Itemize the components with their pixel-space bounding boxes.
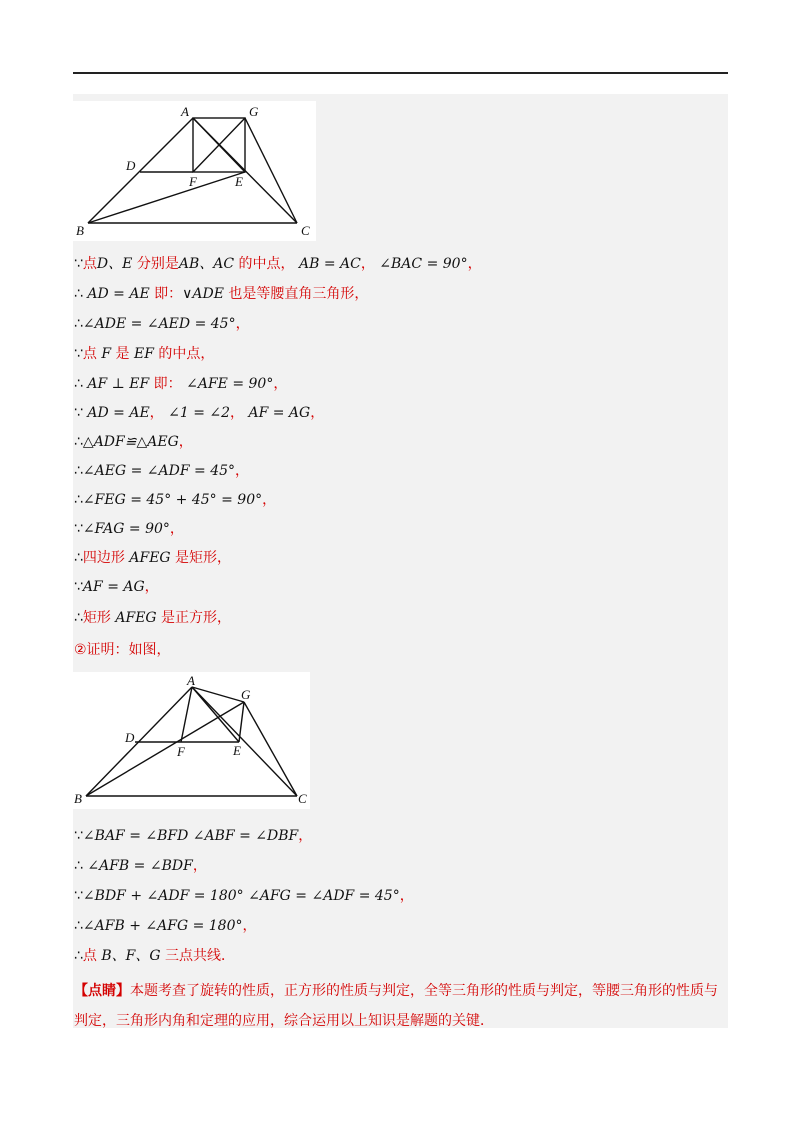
proof-line-1-part-10: ， xyxy=(467,256,482,272)
fig2-label-e: E xyxy=(233,743,241,758)
proof-line-12 xyxy=(74,577,159,597)
fig2-label-d: D xyxy=(125,730,135,745)
proof-line-5-part-5: ， xyxy=(273,376,288,392)
proof-line-2-part-3: 即： xyxy=(149,286,183,302)
proof-line-2-part-4: ∨ADE xyxy=(182,286,224,302)
proof-line-6-part-7: ， xyxy=(310,405,325,421)
proof-line-6-part-2: AD = AE xyxy=(82,405,150,421)
proof-line-12-part-2: AF = AG xyxy=(82,579,145,595)
proof-line-16-part-2: ∠AFB = ∠BDF xyxy=(82,858,193,874)
fig1-label-e: E xyxy=(235,174,243,189)
proof-line-13 xyxy=(74,608,231,628)
proof-line-15-part-2: ∠BAF = ∠BFD xyxy=(82,828,189,844)
proof-line-14-part-1: ②证明：如图， xyxy=(74,642,171,658)
proof-line-6 xyxy=(74,403,324,423)
fig2-label-f: F xyxy=(177,744,185,759)
proof-line-9 xyxy=(74,490,276,510)
proof-line-19-part-2: 点 xyxy=(82,948,102,964)
figure-1-svg xyxy=(73,101,316,241)
proof-line-1-part-1: ∵ xyxy=(74,256,83,272)
proof-line-6-part-6: AF = AG xyxy=(244,405,311,421)
fig2-label-g: G xyxy=(241,687,251,702)
proof-line-16 xyxy=(74,856,207,876)
fig2-label-c: C xyxy=(298,791,307,806)
proof-line-11 xyxy=(74,548,231,568)
proof-line-6-part-4: ∠1 = ∠2 xyxy=(163,405,231,421)
fig2-label-b: B xyxy=(74,791,82,806)
proof-line-7-part-1: ∴ xyxy=(74,434,83,450)
proof-line-17-part-1: ∵ xyxy=(74,888,83,904)
proof-line-2-part-1: ∴ xyxy=(74,286,83,302)
proof-line-8-part-3: ， xyxy=(235,463,250,479)
proof-line-7-part-2: △ADF≌△AEG xyxy=(82,434,179,450)
proof-line-6-part-5: ， xyxy=(230,405,245,421)
proof-line-9-part-3: ， xyxy=(262,492,277,508)
proof-line-8-part-2: ∠AEG = ∠ADF = 45° xyxy=(82,463,236,479)
proof-line-18-part-1: ∴ xyxy=(74,918,83,934)
proof-line-17-part-3: ∠AFG = ∠ADF = 45° xyxy=(243,888,400,904)
proof-line-15 xyxy=(74,826,312,846)
fig2-label-a: A xyxy=(187,673,195,688)
proof-line-12-part-1: ∵ xyxy=(74,579,83,595)
fig1-label-a: A xyxy=(181,104,189,119)
proof-line-3 xyxy=(74,314,250,334)
proof-line-12-part-3: ， xyxy=(144,579,159,595)
proof-line-13-part-1: ∴ xyxy=(74,610,83,626)
fig1-label-f: F xyxy=(189,174,197,189)
proof-line-19-part-3: B、F、G xyxy=(101,948,161,964)
proof-line-6-part-3: ， xyxy=(149,405,164,421)
proof-line-17 xyxy=(74,886,414,906)
header-rule xyxy=(73,72,728,74)
proof-line-5 xyxy=(74,374,287,394)
proof-line-1-part-7: AB = AC xyxy=(294,256,361,272)
proof-line-7-part-3: ， xyxy=(178,434,193,450)
proof-line-11-part-4: 是矩形， xyxy=(170,550,232,566)
proof-line-3-part-1: ∴ xyxy=(74,316,83,332)
proof-line-1-part-3: D、E xyxy=(96,256,133,272)
proof-line-11-part-1: ∴ xyxy=(74,550,83,566)
fig1-label-g: G xyxy=(249,104,259,119)
proof-line-1-part-8: ， xyxy=(360,256,375,272)
fig1-label-d: D xyxy=(126,158,136,173)
proof-line-4-part-6: 的中点， xyxy=(153,346,215,362)
proof-line-17-part-4: ， xyxy=(399,888,414,904)
proof-line-11-part-2: 四边形 xyxy=(82,550,130,566)
proof-line-13-part-2: 矩形 xyxy=(82,610,116,626)
proof-line-4-part-1: ∵ xyxy=(74,346,83,362)
proof-line-19 xyxy=(74,946,235,966)
proof-line-15-part-4: ， xyxy=(298,828,313,844)
proof-line-1-part-9: ∠BAC = 90° xyxy=(374,256,468,272)
proof-line-17-part-2: ∠BDF + ∠ADF = 180° xyxy=(82,888,244,904)
proof-line-3-part-2: ∠ADE = ∠AED = 45° xyxy=(82,316,236,332)
proof-line-9-part-2: ∠FEG = 45° + 45° = 90° xyxy=(82,492,263,508)
proof-line-5-part-2: AF ⊥ EF xyxy=(82,376,150,392)
proof-line-2-part-2: AD = AE xyxy=(82,286,150,302)
proof-line-14 xyxy=(74,640,171,660)
proof-line-7 xyxy=(74,432,193,452)
proof-line-1-part-2: 点 xyxy=(82,256,97,272)
proof-line-2 xyxy=(74,284,368,304)
proof-line-13-part-4: 是正方形， xyxy=(156,610,232,626)
proof-line-16-part-1: ∴ xyxy=(74,858,83,874)
proof-line-10 xyxy=(74,519,184,539)
proof-line-10-part-1: ∵ xyxy=(74,521,83,537)
proof-line-18-part-3: ， xyxy=(242,918,257,934)
proof-line-19-part-1: ∴ xyxy=(74,948,83,964)
proof-line-4-part-2: 点 xyxy=(82,346,102,362)
proof-line-5-part-1: ∴ xyxy=(74,376,83,392)
proof-line-19-part-4: 三点共线． xyxy=(160,948,236,964)
proof-line-5-part-3: 即： xyxy=(149,376,182,392)
proof-line-4-part-3: F xyxy=(101,346,112,362)
key-point-note xyxy=(74,976,726,1036)
figure-2-svg xyxy=(73,672,310,809)
proof-line-1-part-6: 的中点， xyxy=(234,256,295,272)
proof-line-1 xyxy=(74,254,482,274)
figure-1 xyxy=(73,101,316,241)
proof-line-8 xyxy=(74,461,249,481)
proof-line-8-part-1: ∴ xyxy=(74,463,83,479)
proof-line-4-part-4: 是 xyxy=(111,346,134,362)
proof-line-1-part-5: AB、AC xyxy=(178,256,235,272)
proof-line-15-part-3: ∠ABF = ∠DBF xyxy=(188,828,299,844)
proof-line-16-part-3: ， xyxy=(192,858,207,874)
proof-line-10-part-2: ∠FAG = 90° xyxy=(82,521,170,537)
proof-line-1-part-4: 分别是 xyxy=(132,256,179,272)
proof-line-18 xyxy=(74,916,257,936)
proof-line-18-part-2: ∠AFB + ∠AFG = 180° xyxy=(82,918,243,934)
proof-line-10-part-3: ， xyxy=(169,521,184,537)
fig1-label-b: B xyxy=(76,223,84,238)
proof-line-6-part-1: ∵ xyxy=(74,405,83,421)
fig1-label-c: C xyxy=(301,223,310,238)
proof-line-4-part-5: EF xyxy=(134,346,154,362)
proof-line-15-part-1: ∵ xyxy=(74,828,83,844)
figure-2 xyxy=(73,672,310,809)
proof-line-13-part-3: AFEG xyxy=(115,610,157,626)
proof-line-9-part-1: ∴ xyxy=(74,492,83,508)
proof-line-2-part-5: 也是等腰直角三角形， xyxy=(223,286,369,302)
proof-line-5-part-4: ∠AFE = 90° xyxy=(181,376,274,392)
proof-line-3-part-3: ， xyxy=(235,316,250,332)
key-point-tag: 【点睛】 xyxy=(74,983,130,999)
key-point-text: 本题考查了旋转的性质，正方形的性质与判定，全等三角形的性质与判定，等腰三角形的性质与判定，三角形内角和定理的应用，综合运用以上知识是解题的关键． xyxy=(74,983,718,1029)
proof-line-11-part-3: AFEG xyxy=(129,550,171,566)
proof-line-4 xyxy=(74,344,214,364)
